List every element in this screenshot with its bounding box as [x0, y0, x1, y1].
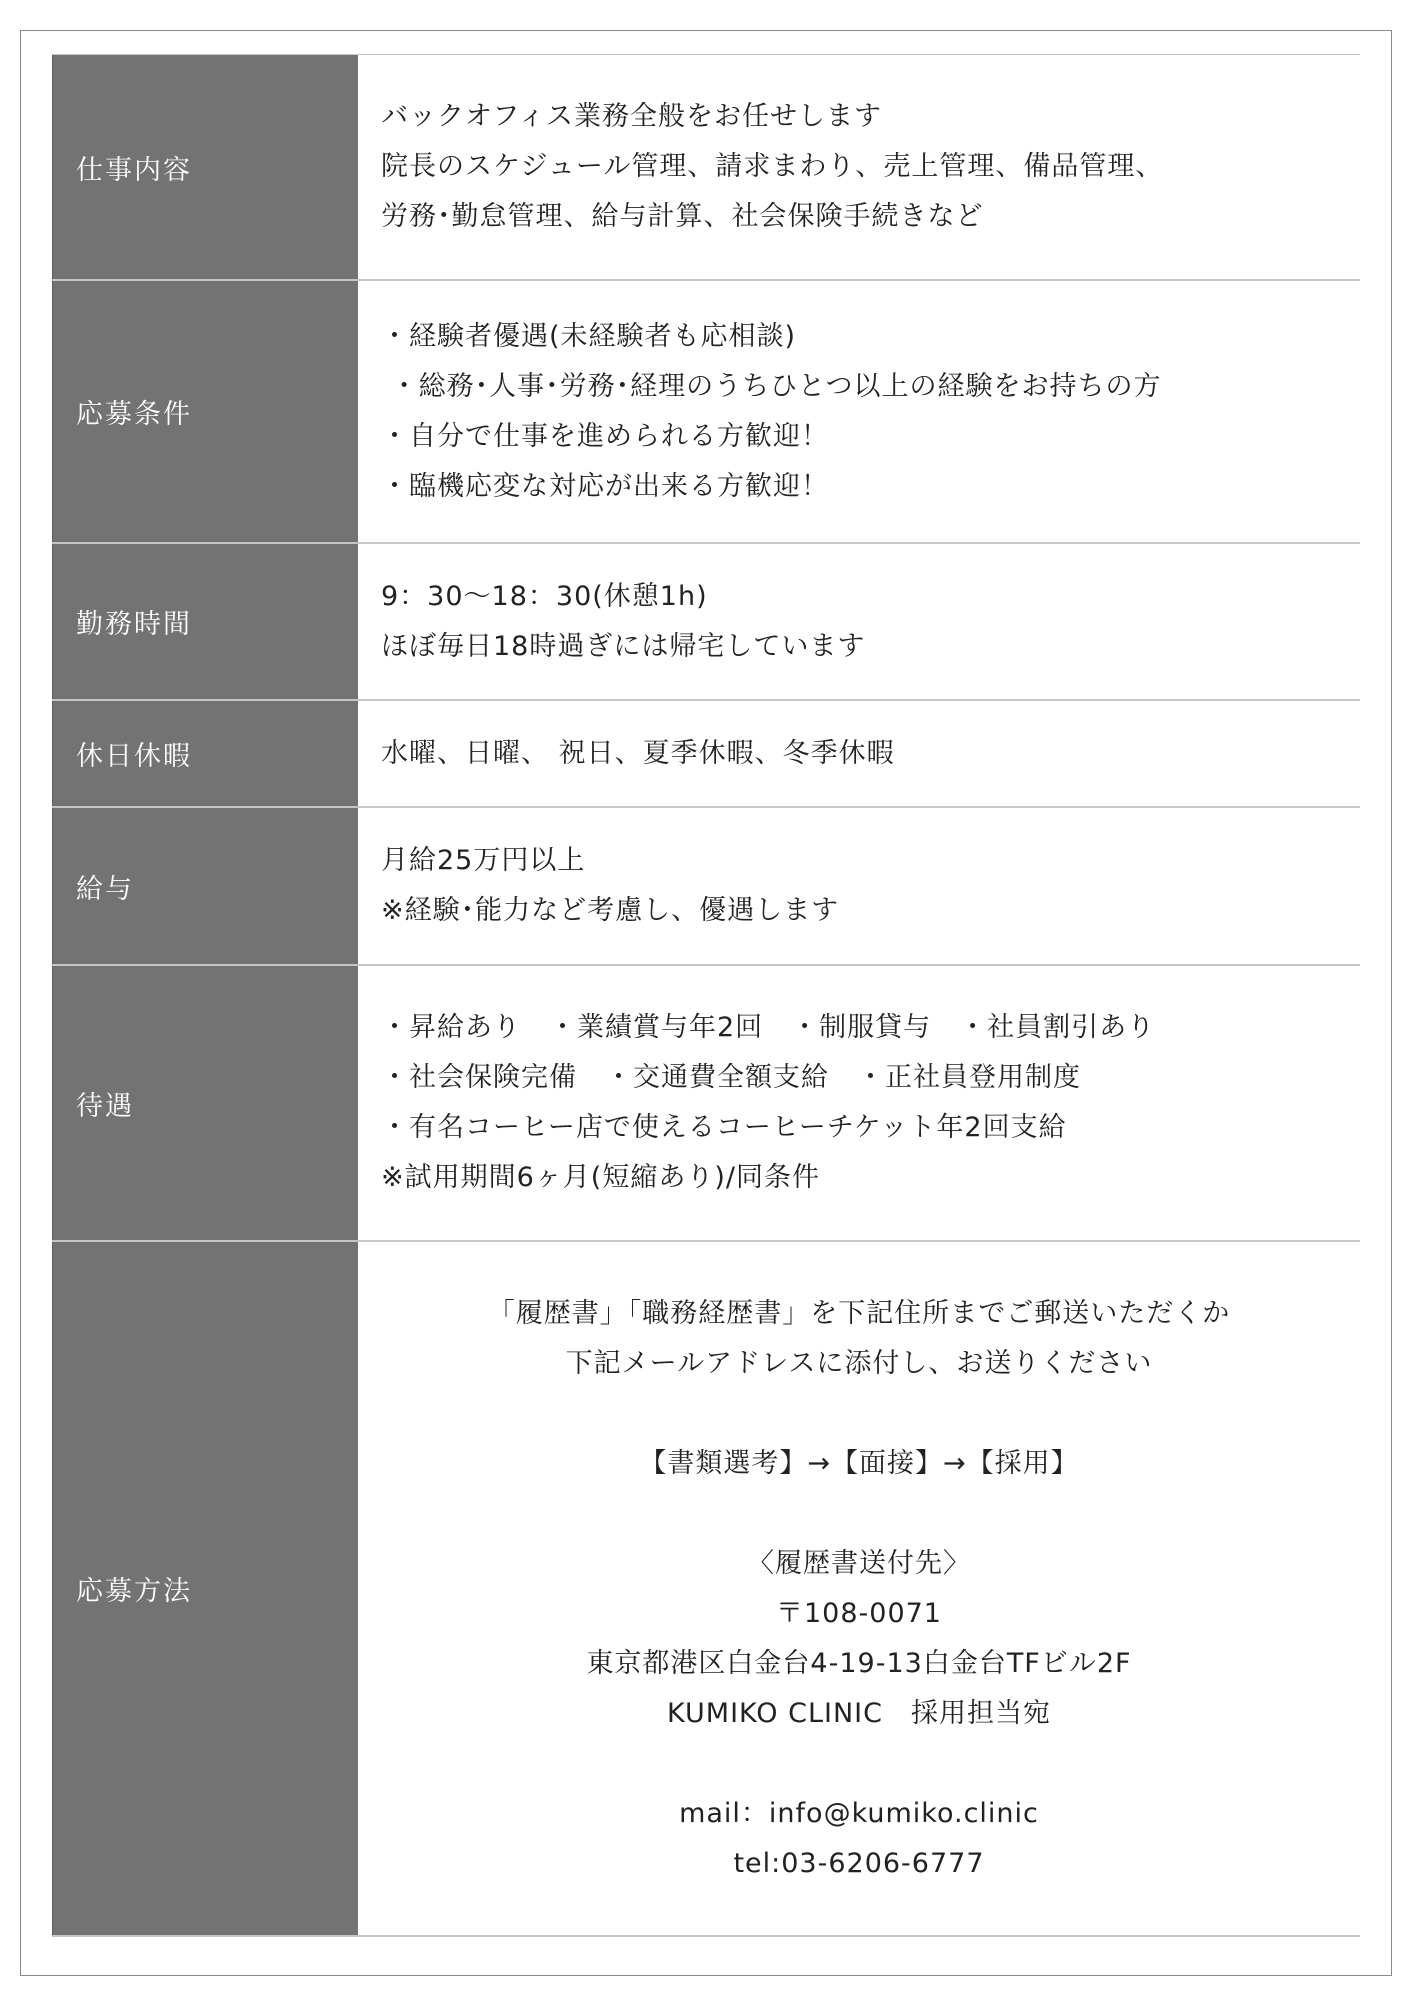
requirement-item: ・総務･人事･労務･経理のうちひとつ以上の経験をお持ちの方	[381, 370, 1162, 402]
salary-content	[358, 808, 1360, 964]
job-description-line: 労務･勤怠管理、給与計算、社会保険手続きなど	[381, 201, 984, 232]
row-application-method	[52, 1242, 1360, 1937]
requirement-item: ・経験者優遇(未経験者も応相談)	[381, 320, 797, 352]
salary-line: ※経験･能力など考慮し、優遇します	[381, 895, 840, 926]
row-requirements	[52, 281, 1360, 544]
row-label-job-description: 仕事内容	[52, 55, 358, 279]
application-method-content	[358, 1242, 1360, 1935]
selection-process: 【書類選考】→【面接】→【採用】	[639, 1447, 1079, 1479]
benefits-content	[358, 966, 1360, 1240]
application-instructions-line: 下記メールアドレスに添付し、お送りください	[565, 1347, 1153, 1379]
row-label-salary: 給与	[52, 808, 358, 964]
working-hours-content	[358, 544, 1360, 699]
holidays-content	[358, 701, 1360, 806]
job-info-table	[52, 54, 1360, 1937]
postal-code: 〒108-0071	[776, 1597, 942, 1629]
row-working-hours	[52, 544, 1360, 701]
benefits-line: ※試用期間6ヶ月(短縮あり)/同条件	[381, 1162, 820, 1193]
requirements-content	[358, 281, 1360, 542]
benefits-line: ・有名コーヒー店で使えるコーヒーチケット年2回支給	[381, 1112, 1067, 1143]
working-hours-line: ほぼ毎日18時過ぎには帰宅しています	[381, 630, 866, 662]
row-label-holidays: 休日休暇	[52, 701, 358, 806]
benefits-line: ・昇給あり ・業績賞与年2回 ・制服貸与 ・社員割引あり	[381, 1012, 1156, 1043]
job-description-content	[358, 55, 1360, 279]
contact-email: mail：info@kumiko.clinic	[679, 1797, 1039, 1829]
row-label-requirements: 応募条件	[52, 281, 358, 542]
requirement-item: ・自分で仕事を進められる方歓迎！	[381, 420, 829, 452]
working-hours-line: 9：30～18：30(休憩1h)	[381, 580, 708, 612]
row-label-working-hours: 勤務時間	[52, 544, 358, 699]
benefits-line: ・社会保険完備 ・交通費全額支給 ・正社員登用制度	[381, 1062, 1081, 1093]
holidays-line: 水曜、日曜、 祝日、夏季休暇、冬季休暇	[381, 737, 895, 769]
row-holidays	[52, 701, 1360, 808]
application-instructions-line: 「履歴書」「職務経歴書」を下記住所までご郵送いただくか	[487, 1297, 1231, 1329]
requirement-item: ・臨機応変な対応が出来る方歓迎！	[381, 470, 829, 502]
salary-line: 月給25万円以上	[381, 845, 586, 876]
recipient: KUMIKO CLINIC 採用担当宛	[667, 1697, 1051, 1729]
job-description-line: バックオフィス業務全般をお任せします	[381, 101, 883, 132]
row-job-description	[52, 55, 1360, 281]
row-benefits	[52, 966, 1360, 1242]
job-description-line: 院長のスケジュール管理、請求まわり、売上管理、備品管理、	[381, 151, 1164, 182]
contact-phone: tel:03-6206-6777	[733, 1847, 985, 1879]
mailing-address: 東京都港区白金台4-19-13白金台TFビル2F	[586, 1647, 1132, 1679]
row-label-benefits: 待遇	[52, 966, 358, 1240]
address-heading: 〈履歴書送付先〉	[747, 1547, 971, 1579]
row-label-application-method: 応募方法	[52, 1242, 358, 1935]
row-salary	[52, 808, 1360, 966]
